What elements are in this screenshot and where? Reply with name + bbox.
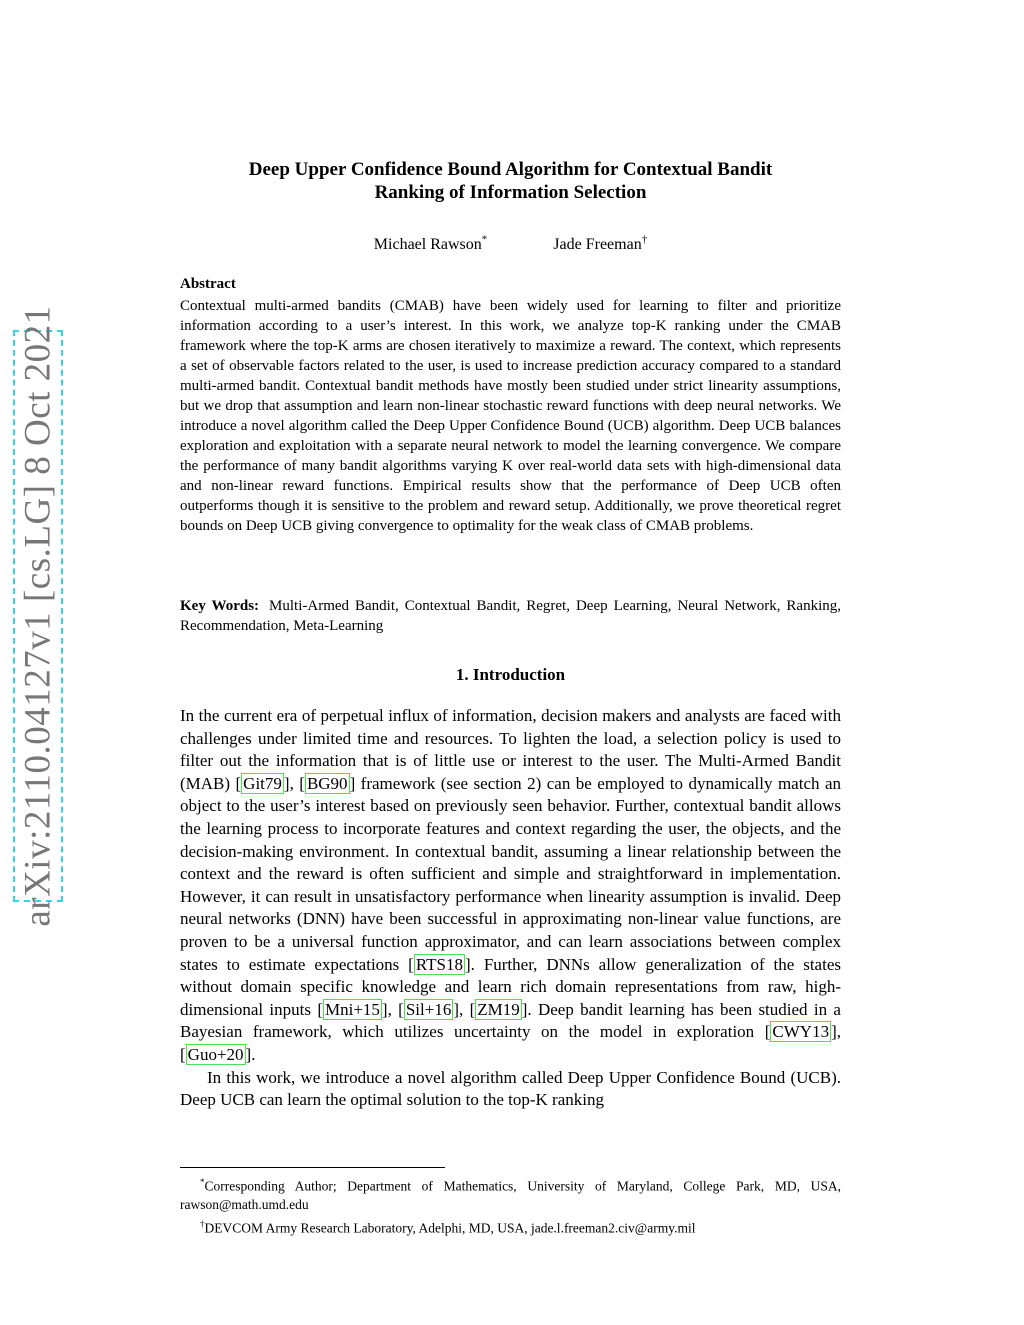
intro-text: ] framework (see section 2) can be employed to dynamically match an object to the user’s interest based on previously seen behavior. Further, contextual bandit allows the learning process to incorporate features and context regarding the user, the objects, and the decision-making environment. In contextual bandit, assuming a linear relationship between the context and the reward is often sufficient and simple and straightforward in implementation. However, it can result in unsatisfactory performance when linearity assumption is invalid. Deep neural networks (DNN) have been successful in approximating non-linear value functions, are proven to be a universal function approximator, and can learn associations between complex states to estimate expectations [: [180, 773, 841, 974]
arxiv-stamp-text: arXiv:2110.04127v1 [cs.LG] 8 Oct 2021: [17, 305, 59, 927]
title-line-1: Deep Upper Confidence Bound Algorithm for Contextual Bandit: [248, 159, 773, 180]
keywords-label: Key Words:: [180, 598, 260, 614]
citation-cwy13[interactable]: CWY13: [772, 1022, 830, 1042]
footnote-2: [180, 1215, 841, 1238]
keywords: [180, 596, 841, 636]
author-1: [374, 236, 487, 253]
intro-text: ]. Further, DNNs allow generalization of the states without domain specific knowledge and learn rich domain representations from raw, high-dimensional inputs [: [180, 954, 841, 1019]
author-1-mark: *: [481, 234, 488, 246]
citation-sil16[interactable]: Sil+16: [405, 999, 452, 1019]
abstract-heading: Abstract: [180, 276, 236, 292]
intro-text: ], [: [283, 773, 305, 793]
footnote-2-text: DEVCOM Army Research Laboratory, Adelphi, MD, USA, jade.l.freeman2.civ@army.mil: [204, 1220, 696, 1235]
intro-text: ], [: [180, 1022, 841, 1064]
intro-text: ], [: [453, 999, 476, 1019]
footnotes: [180, 1173, 841, 1238]
section-heading-introduction: 1. Introduction: [455, 665, 566, 684]
footnote-rule: [180, 1167, 445, 1168]
citation-git79[interactable]: Git79: [243, 773, 282, 793]
intro-text: ]. Deep bandit learning has been studied in a Bayesian framework, which utilizes uncertainty on the model in exploration [: [180, 999, 841, 1042]
intro-text: ], [: [381, 999, 404, 1019]
author-2-mark: †: [641, 234, 648, 246]
paper-title: [180, 158, 841, 204]
intro-text: ].: [245, 1044, 256, 1064]
intro-text: In the current era of perpetual influx of information, decision makers and analysts are faced with challenges under limited time and resources. To lighten the load, a selection policy is used to filter out the information that is of little use or interest to the user. The Multi-Armed Bandit (MAB) [: [180, 706, 841, 793]
intro-paragraph-2: In this work, we introduce a novel algorithm called Deep Upper Confidence Bound (UCB). Deep UCB can learn the optimal solution to the top-K ranking: [180, 1067, 841, 1110]
footnote-1: [180, 1173, 841, 1215]
footnote-2-mark: †: [200, 1218, 205, 1229]
citation-bg90[interactable]: BG90: [306, 773, 348, 793]
abstract-text: Contextual multi-armed bandits (CMAB) have been widely used for learning to filter and prioritize information according to a user’s interest. In this work, we analyze top-K ranking under the CMAB framework where the top-K arms are chosen iteratively to maximize a reward. The context, which represents a set of observable factors related to the user, is used to increase prediction accuracy compared to a standard multi-armed bandit. Contextual bandit methods have mostly been studied under strict linearity assumptions, but we drop that assumption and learn non-linear stochastic reward functions with deep neural networks. We introduce a novel algorithm called the Deep Upper Confidence Bound (UCB) algorithm. Deep UCB balances exploration and exploitation with a separate neural network to model the learning convergence. We compare the performance of many bandit algorithms varying K over real-world data sets with high-dimensional data and non-linear reward functions. Empirical results show that the performance of Deep UCB often outperforms though it is sensitive to the problem and reward setup. Additionally, we prove theoretical regret bounds on Deep UCB giving convergence to optimality for the weak class of CMAB problems.: [180, 298, 841, 534]
introduction-body: [180, 705, 841, 1112]
author-2: [553, 236, 647, 253]
citation-mni15[interactable]: Mni+15: [324, 999, 380, 1019]
citation-guo20[interactable]: Guo+20: [187, 1044, 244, 1064]
footnote-1-mark: *: [200, 1177, 205, 1187]
keywords-text: Multi-Armed Bandit, Contextual Bandit, Regret, Deep Learning, Neural Network, Ranking, Recommendation, Meta-Learning: [180, 598, 842, 634]
author-2-name: Jade Freeman: [553, 236, 642, 254]
title-line-2: Ranking of Information Selection: [374, 182, 647, 203]
citation-rts18[interactable]: RTS18: [415, 954, 464, 974]
author-list: [180, 234, 841, 254]
citation-zm19[interactable]: ZM19: [477, 999, 520, 1019]
intro-paragraph-1: [180, 705, 841, 1067]
author-1-name: Michael Rawson: [373, 236, 482, 254]
footnote-1-text: Corresponding Author; Department of Mathematics, University of Maryland, College Park, MD, USA, rawson@math.umd.edu: [180, 1178, 841, 1212]
arxiv-stamp[interactable]: [13, 305, 63, 927]
